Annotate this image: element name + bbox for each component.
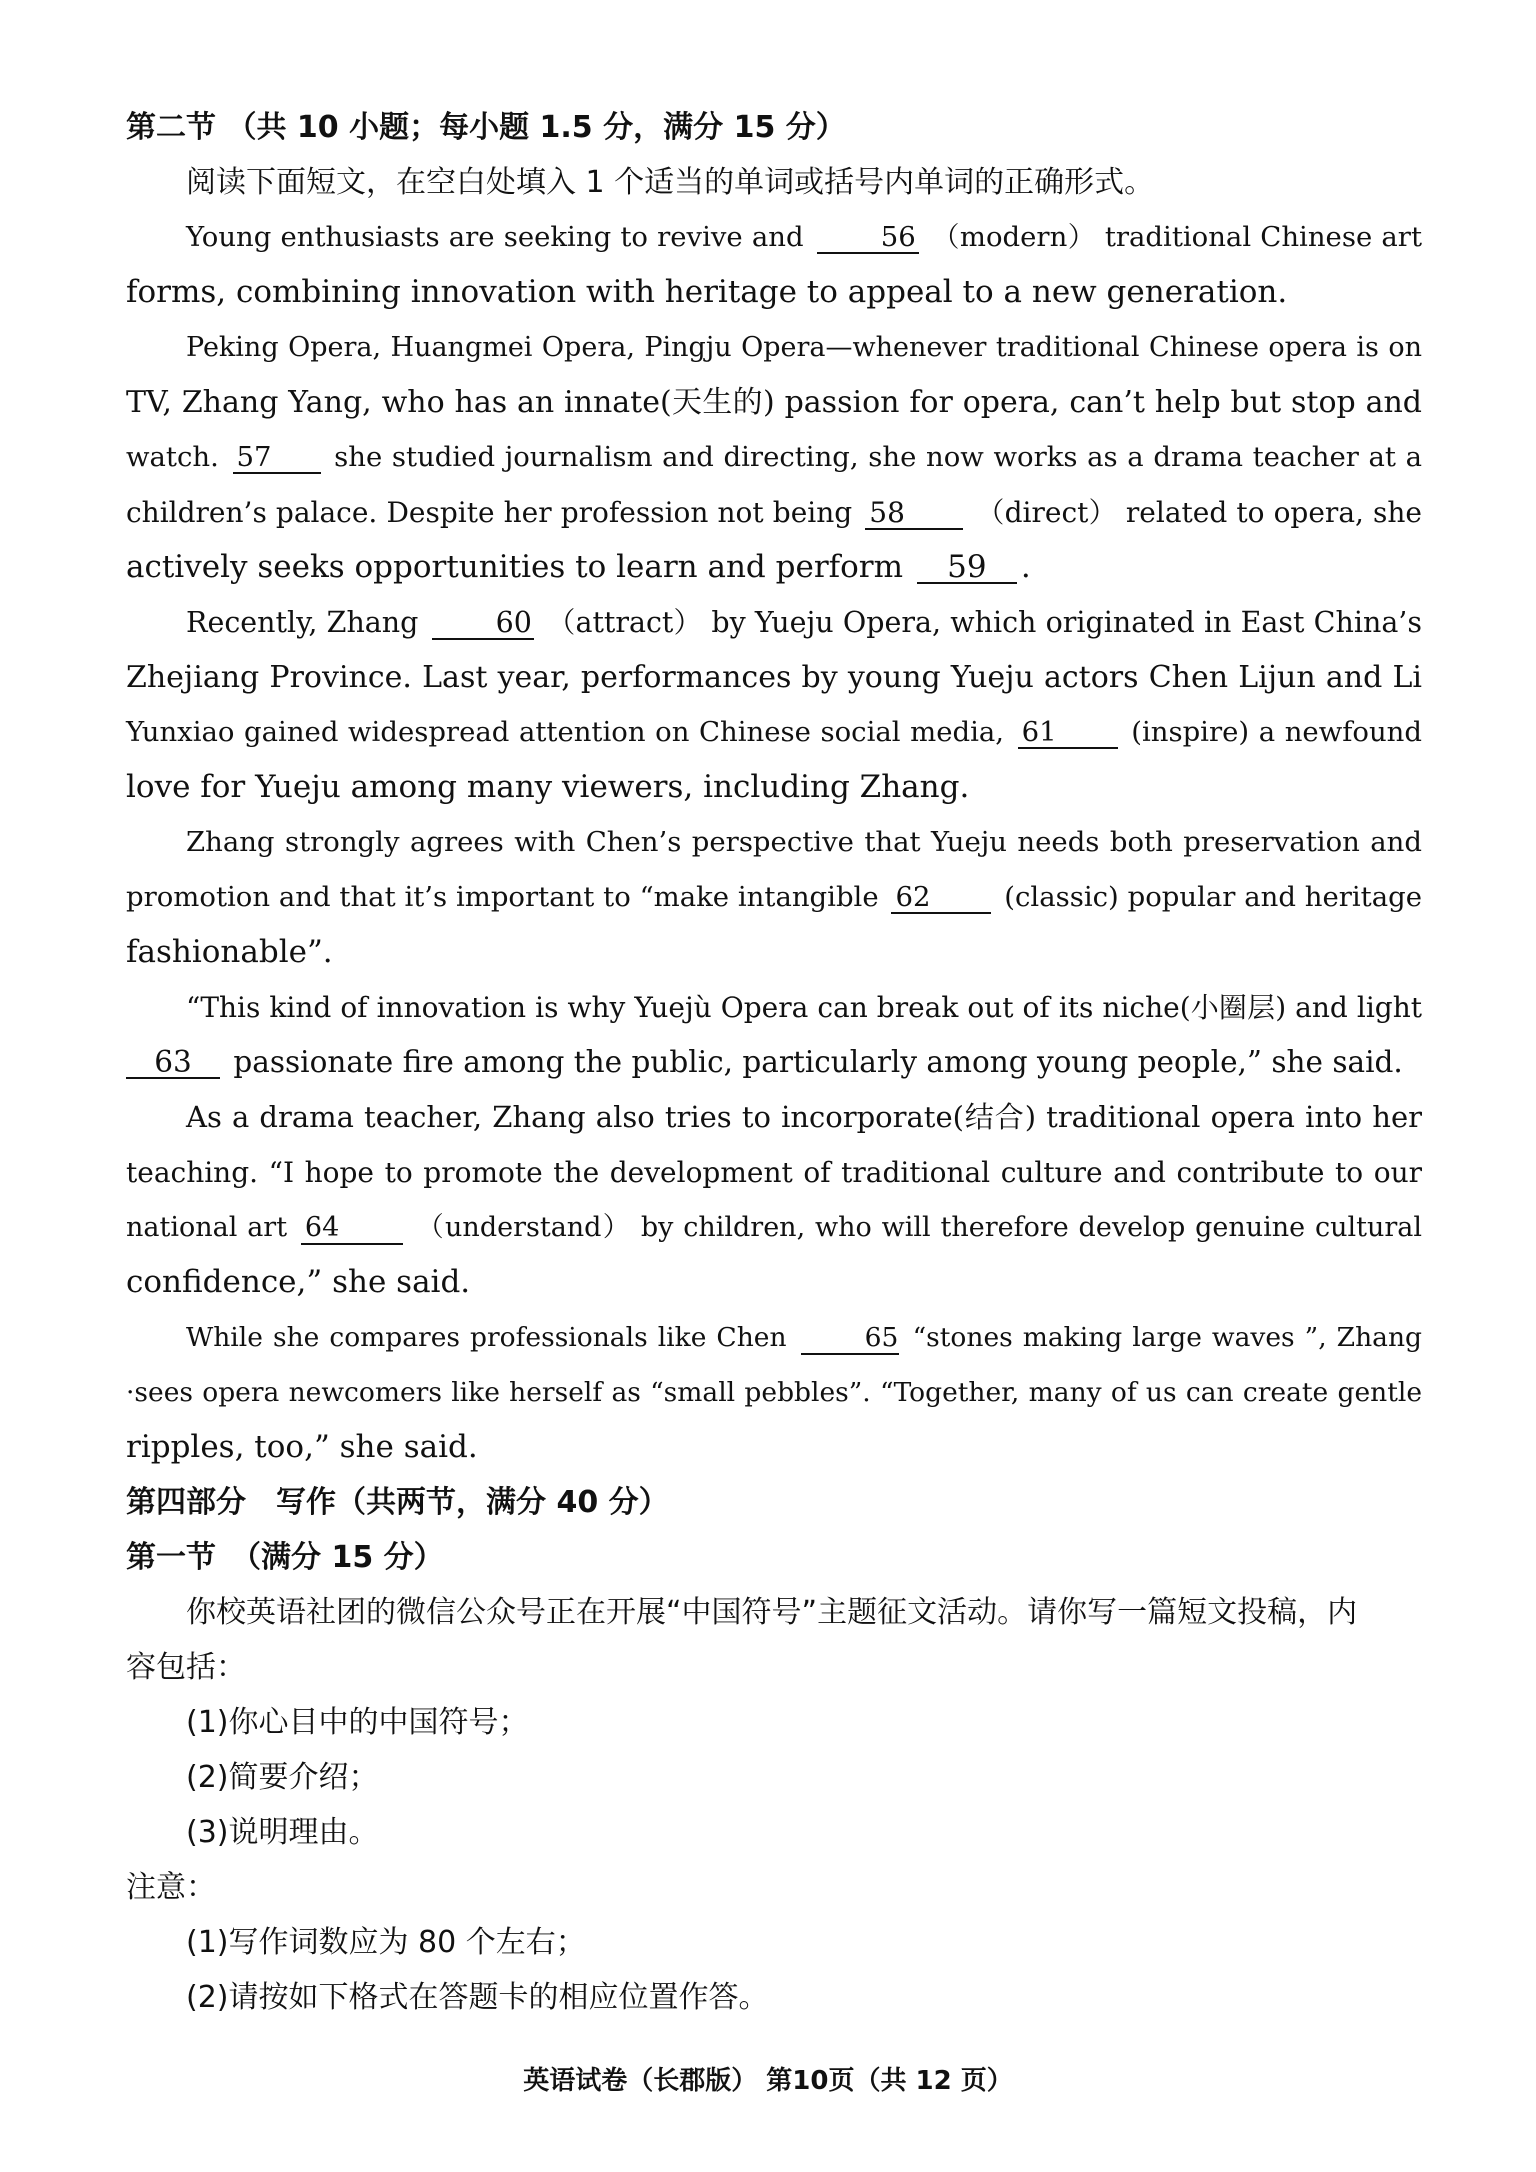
passage-line: actively seeks opportunities to learn and perform 59 . <box>126 549 1031 585</box>
passage-line: promotion and that it’s important to “make intangible 62 (classic) popular and heritage <box>126 881 1423 913</box>
passage-paragraph-7 <box>126 1310 1422 1475</box>
blank-64: 64 <box>301 1213 403 1245</box>
passage-line: Zhejiang Province. Last year, performances by young Yueju actors Chen Lijun and Li <box>126 660 1422 695</box>
section-instruction: 阅读下面短文，在空白处填入 1 个适当的单词或括号内单词的正确形式。 <box>186 165 1155 200</box>
writing-requirement-item: (3)说明理由。 <box>186 1815 379 1850</box>
writing-requirement-item: (2)简要介绍； <box>186 1760 379 1795</box>
writing-requirement-item: (1)你心目中的中国符号； <box>186 1705 529 1740</box>
passage-line: fashionable”. <box>126 934 333 970</box>
passage-line: love for Yueju among many viewers, including Zhang. <box>126 769 970 805</box>
passage-line: Yunxiao gained widespread attention on Chinese social media, 61 (inspire) a newfound <box>126 716 1422 748</box>
passage-paragraph-2 <box>126 320 1422 595</box>
note-title: 注意： <box>126 1870 216 1905</box>
blank-62: 62 <box>891 882 991 914</box>
blank-59: 59 <box>917 552 1017 584</box>
passage-line: Zhang strongly agrees with Chen’s perspective that Yueju needs both preservation and <box>186 826 1422 858</box>
note-item: (2)请按如下格式在答题卡的相应位置作答。 <box>186 1980 769 2015</box>
exam-page <box>126 100 1422 2025</box>
note-item: (1)写作词数应为 80 个左右； <box>186 1925 586 1960</box>
blank-57: 57 <box>233 442 321 474</box>
section-scoring: （共 10 小题；每小题 1.5 分，满分 15 分） <box>226 110 846 145</box>
section-title: 第二节 <box>126 110 216 145</box>
passage-line: forms, combining innovation with heritage to appeal to a new generation. <box>126 274 1288 310</box>
passage-line: confidence,” she said. <box>126 1264 471 1300</box>
passage-line: watch. 57 she studied journalism and directing, she now works as a drama teacher at a <box>126 441 1422 473</box>
passage-line: As a drama teacher, Zhang also tries to incorporate(结合) traditional opera into her <box>186 1100 1422 1134</box>
passage-line: ·sees opera newcomers like herself as “small pebbles”. “Together, many of us can create gentle <box>126 1377 1422 1408</box>
passage-line: 63 passionate fire among the public, particularly among young people,” she said. <box>126 1035 1422 1090</box>
blank-58: 58 <box>865 498 963 530</box>
passage-line: “This kind of innovation is why Yuejù Opera can break out of its niche(小圈层) and light <box>186 991 1422 1024</box>
part4-section1-title: 第一节 （满分 15 分） <box>126 1540 444 1575</box>
writing-prompt-line: 容包括： <box>126 1650 246 1685</box>
passage-line: TV, Zhang Yang, who has an innate(天生的) passion for opera, can’t help but stop and <box>126 385 1422 420</box>
passage-paragraph-6 <box>126 1090 1422 1310</box>
passage-paragraph-1 <box>126 210 1422 320</box>
blank-63: 63 <box>126 1047 220 1079</box>
passage-paragraph-4 <box>126 815 1422 980</box>
passage-line: Recently, Zhang 60 （attract） by Yueju Opera, which originated in East China’s <box>186 606 1422 639</box>
writing-prompt-line: 你校英语社团的微信公众号正在开展“中国符号”主题征文活动。请你写一篇短文投稿，内 <box>186 1595 1358 1630</box>
part4-title: 第四部分 写作（共两节，满分 40 分） <box>126 1485 669 1520</box>
blank-65: 65 <box>801 1323 899 1355</box>
passage-paragraph-3 <box>126 595 1422 815</box>
section-heading <box>126 100 1422 155</box>
page-footer: 英语试卷（长郡版） 第10页（共 12 页） <box>523 2066 1013 2096</box>
passage-line: Peking Opera, Huangmei Opera, Pingju Opera—whenever traditional Chinese opera is on <box>186 332 1422 363</box>
passage-line: national art 64 （understand） by children, who will therefore develop genuine cultural <box>126 1212 1422 1243</box>
blank-60: 60 <box>432 608 534 640</box>
passage-line: teaching. “I hope to promote the development of traditional culture and contribute to our <box>126 1156 1422 1189</box>
passage-paragraph-5 <box>126 980 1422 1090</box>
passage-line: children’s palace. Despite her profession not being 58 （direct） related to opera, she <box>126 496 1422 529</box>
passage-line: While she compares professionals like Chen 65 “stones making large waves ”, Zhang <box>186 1322 1422 1353</box>
passage-line: ripples, too,” she said. <box>126 1429 478 1465</box>
passage-line: Young enthusiasts are seeking to revive and 56 （modern） traditional Chinese art <box>186 221 1422 253</box>
blank-56: 56 <box>817 222 919 254</box>
blank-61: 61 <box>1018 717 1118 749</box>
